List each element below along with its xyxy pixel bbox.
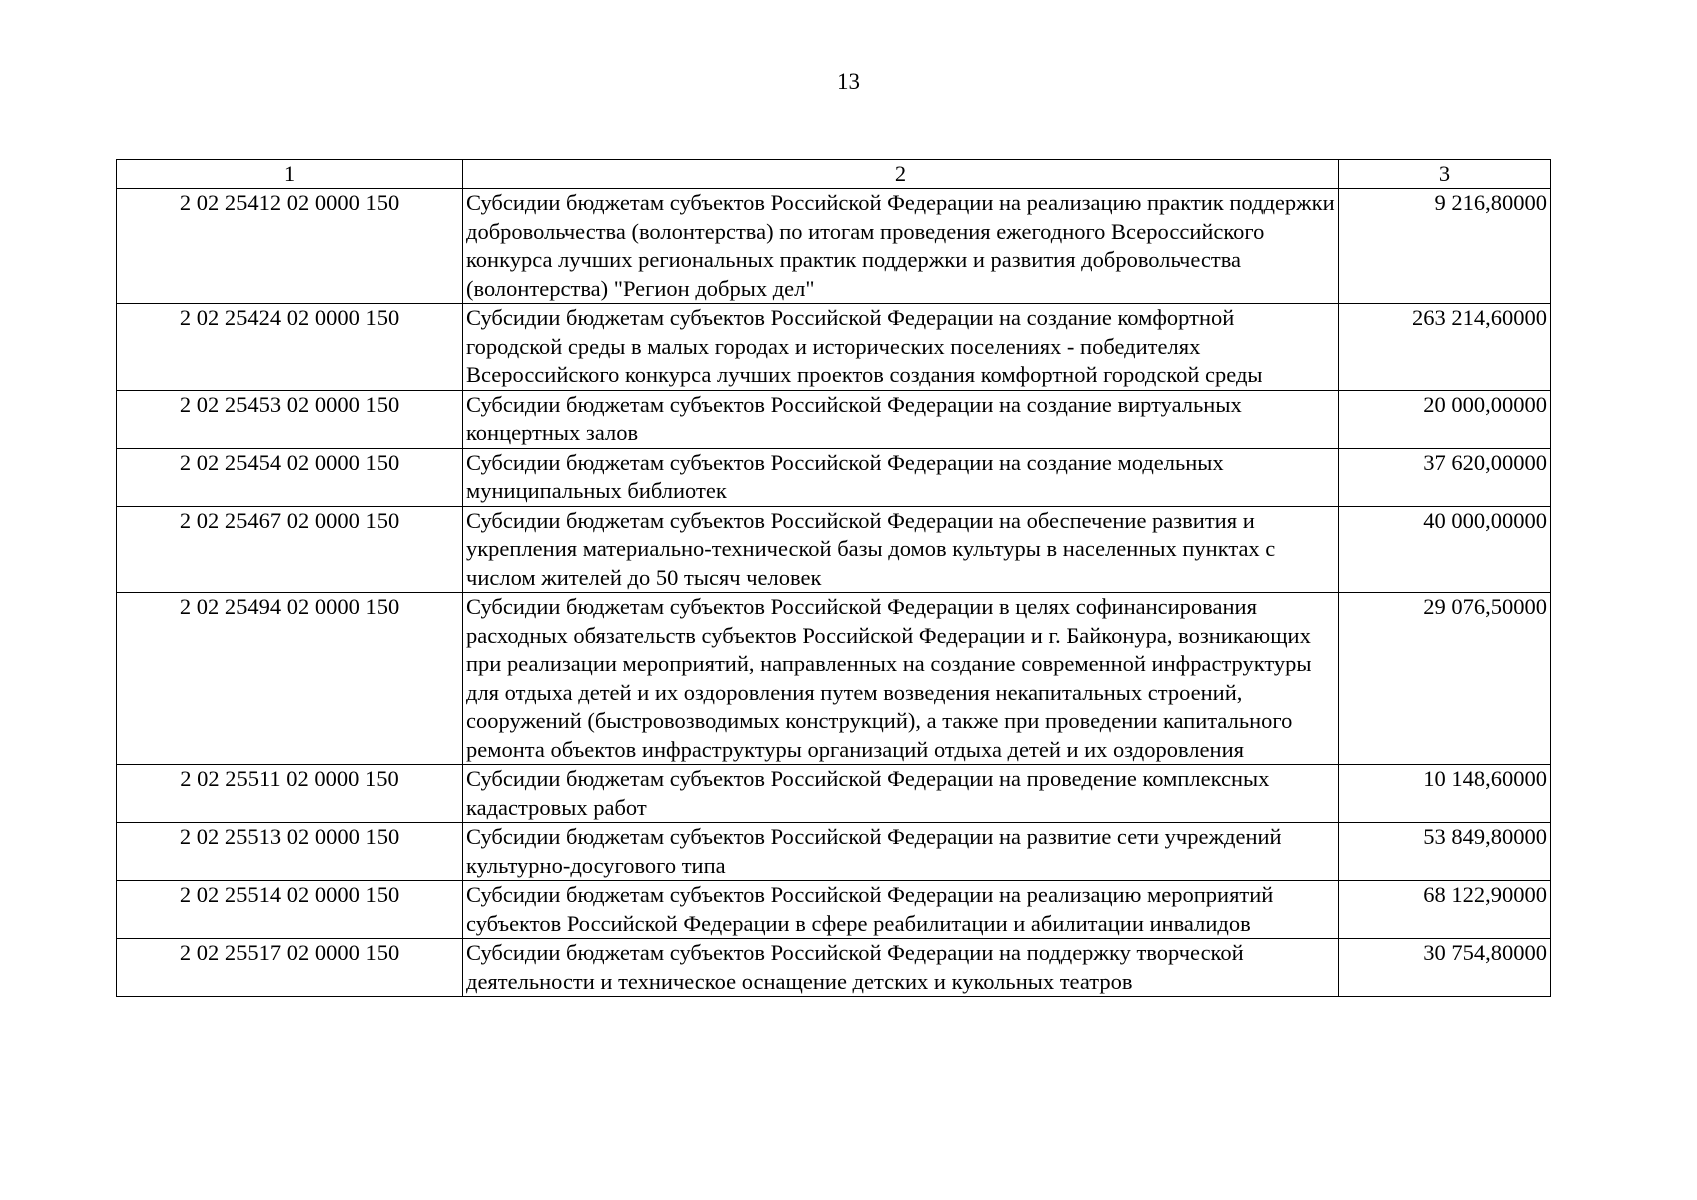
table-row — [117, 823, 1551, 881]
row-amount: 40 000,00000 — [1339, 506, 1551, 593]
row-amount: 30 754,80000 — [1339, 939, 1551, 997]
row-code: 2 02 25494 02 0000 150 — [117, 593, 463, 765]
column-header-amount: 3 — [1339, 160, 1551, 189]
row-description: Субсидии бюджетам субъектов Российской Федерации на создание комфортной городской среды в малых городах и исторических поселениях - победителях Всероссийского конкурса лучших проектов создания комфортной городской среды — [463, 304, 1339, 391]
row-description: Субсидии бюджетам субъектов Российской Федерации на создание модельных муниципальных библиотек — [463, 448, 1339, 506]
row-description: Субсидии бюджетам субъектов Российской Федерации в целях софинансирования расходных обязательств субъектов Российской Федерации и г. Байконура, возникающих при реализации мероприятий, направленных на создание современной инфраструктуры для отдыха детей и их оздоровления путем возведения некапитальных строений, сооружений (быстровозводимых конструкций), а также при проведении капитального ремонта объектов инфраструктуры организаций отдыха детей и их оздоровления — [463, 593, 1339, 765]
row-amount: 53 849,80000 — [1339, 823, 1551, 881]
row-amount: 68 122,90000 — [1339, 881, 1551, 939]
row-code: 2 02 25513 02 0000 150 — [117, 823, 463, 881]
row-amount: 9 216,80000 — [1339, 189, 1551, 304]
row-amount: 37 620,00000 — [1339, 448, 1551, 506]
table-row — [117, 189, 1551, 304]
row-description: Субсидии бюджетам субъектов Российской Федерации на поддержку творческой деятельности и техническое оснащение детских и кукольных театров — [463, 939, 1339, 997]
row-amount: 10 148,60000 — [1339, 765, 1551, 823]
row-description: Субсидии бюджетам субъектов Российской Федерации на обеспечение развития и укрепления материально-технической базы домов культуры в населенных пунктах с числом жителей до 50 тысяч человек — [463, 506, 1339, 593]
row-description: Субсидии бюджетам субъектов Российской Федерации на проведение комплексных кадастровых работ — [463, 765, 1339, 823]
table-header-row — [117, 160, 1551, 189]
table-row — [117, 390, 1551, 448]
row-description: Субсидии бюджетам субъектов Российской Федерации на развитие сети учреждений культурно-досугового типа — [463, 823, 1339, 881]
row-code: 2 02 25511 02 0000 150 — [117, 765, 463, 823]
row-amount: 263 214,60000 — [1339, 304, 1551, 391]
row-code: 2 02 25453 02 0000 150 — [117, 390, 463, 448]
row-code: 2 02 25454 02 0000 150 — [117, 448, 463, 506]
table-row — [117, 448, 1551, 506]
row-code: 2 02 25517 02 0000 150 — [117, 939, 463, 997]
table-row — [117, 939, 1551, 997]
budget-table — [116, 159, 1551, 997]
row-description: Субсидии бюджетам субъектов Российской Федерации на создание виртуальных концертных залов — [463, 390, 1339, 448]
table-row — [117, 304, 1551, 391]
table-row — [117, 881, 1551, 939]
row-code: 2 02 25412 02 0000 150 — [117, 189, 463, 304]
table-row — [117, 593, 1551, 765]
column-header-code: 1 — [117, 160, 463, 189]
row-amount: 20 000,00000 — [1339, 390, 1551, 448]
table-row — [117, 506, 1551, 593]
row-code: 2 02 25424 02 0000 150 — [117, 304, 463, 391]
row-code: 2 02 25467 02 0000 150 — [117, 506, 463, 593]
row-amount: 29 076,50000 — [1339, 593, 1551, 765]
row-description: Субсидии бюджетам субъектов Российской Федерации на реализацию практик поддержки добровольчества (волонтерства) по итогам проведения ежегодного Всероссийского конкурса лучших региональных практик поддержки и развития добровольчества (волонтерства) "Регион добрых дел" — [463, 189, 1339, 304]
row-code: 2 02 25514 02 0000 150 — [117, 881, 463, 939]
page-number: 13 — [837, 69, 860, 94]
column-header-description: 2 — [463, 160, 1339, 189]
table-row — [117, 765, 1551, 823]
row-description: Субсидии бюджетам субъектов Российской Федерации на реализацию мероприятий субъектов Российской Федерации в сфере реабилитации и абилитации инвалидов — [463, 881, 1339, 939]
